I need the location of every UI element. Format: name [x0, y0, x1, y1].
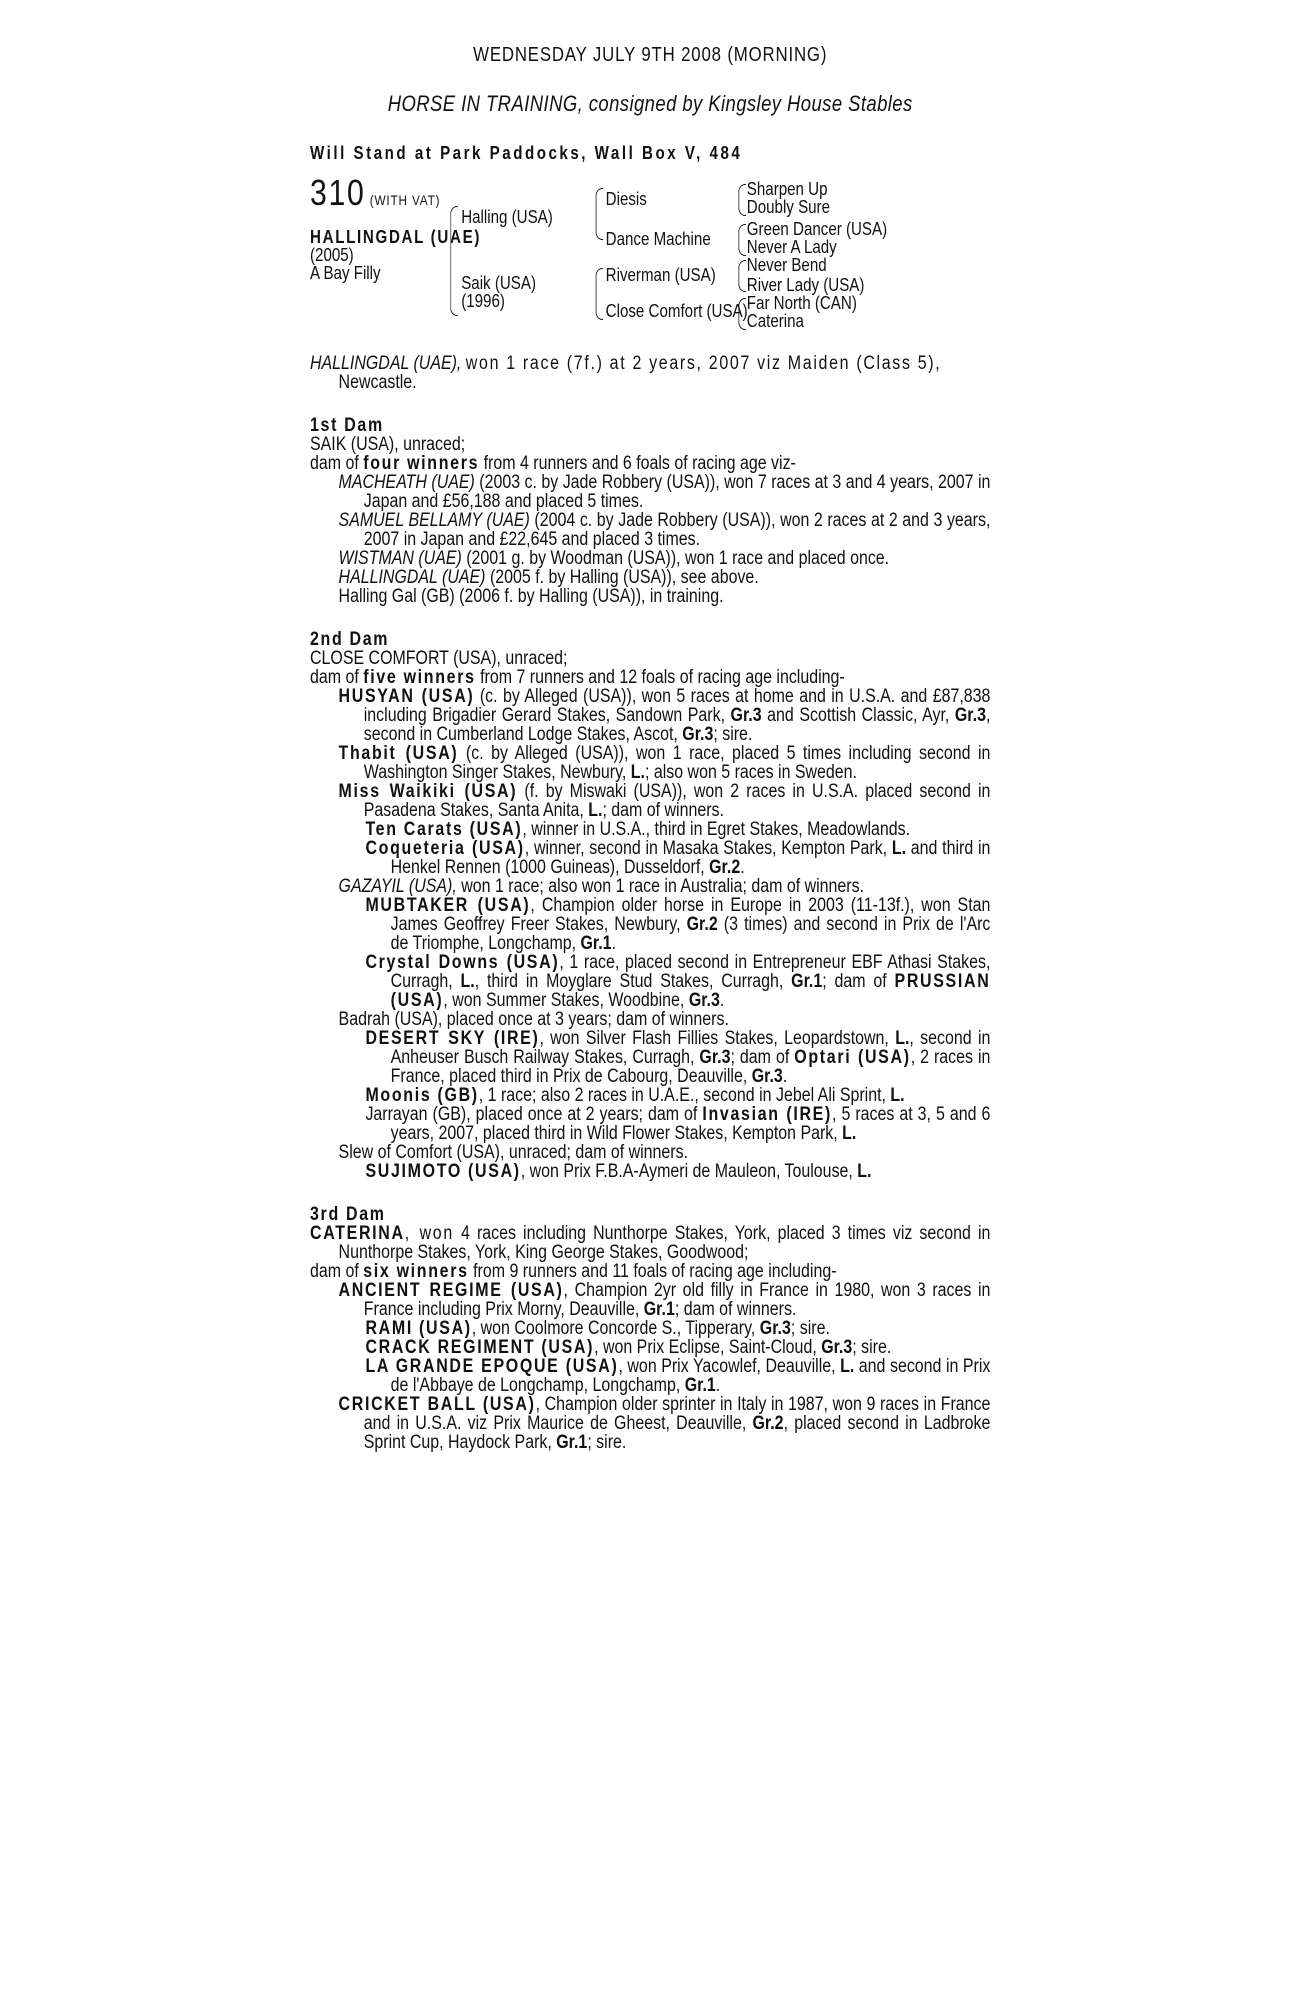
entry-crack-regiment: CRACK REGIMENT (USA), won Prix Eclipse, Saint-Cloud, Gr.3; sire. — [365, 1337, 892, 1358]
sire-dam: Dance Machine — [605, 229, 711, 249]
first-dam-produce-summary: dam of four winners from 4 runners and 6 foals of racing age viz- — [310, 453, 796, 474]
entry-ancient-regime: ANCIENT REGIME (USA), Champion 2yr old filly in France in 1980, won 3 races in France including Prix Morny, Deauville, Gr.1; dam of winners. — [338, 1280, 991, 1320]
horse-description: A Bay Filly — [310, 263, 381, 283]
sire-sire-sire: Sharpen Up — [746, 179, 828, 199]
brace-sd — [738, 224, 746, 256]
entry-mubtaker: MUBTAKER (USA), Champion older horse in Europe in 2003 (11-13f.), won Stan James Geoffrey Freer Stakes, Newbury, Gr.2 (3 times) and second in Prix de l'Arc de Triomphe, Longchamp, Gr.1. — [365, 895, 991, 954]
entry-rami: RAMI (USA), won Coolmore Concorde S., Tipperary, Gr.3; sire. — [365, 1318, 830, 1339]
entry-jarrayan: Jarrayan (GB), placed once at 2 years; dam of Invasian (IRE), 5 races at 3, 5 and 6 years, 2007, placed third in Wild Flower Stakes, Kempton Park, L. — [365, 1104, 991, 1144]
second-dam-produce-summary: dam of five winners from 7 runners and 12 foals of racing age including- — [310, 667, 845, 688]
dam-sire-sire: Never Bend — [746, 255, 827, 275]
entry-coqueteria: Coqueteria (USA), winner, second in Masaka Stakes, Kempton Park, L. and third in Henkel Rennen (1000 Guineas), Dusseldorf, Gr.2. — [365, 838, 991, 878]
horse-summary: HALLINGDAL (UAE), won 1 race (7f.) at 2 years, 2007 viz Maiden (Class 5), — [310, 353, 942, 374]
entry-husyan: HUSYAN (USA) (c. by Alleged (USA)), won 5 races at home and in U.S.A. and £87,838 including Brigadier Gerard Stakes, Sandown Park, Gr.3 and Scottish Classic, Ayr, Gr.3, second in Cumberland Lodge Stakes, Ascot, Gr.3; sire. — [338, 686, 991, 745]
first-dam-entry: HALLINGDAL (UAE) (2005 f. by Halling (USA)), see above. — [338, 567, 759, 588]
entry-crystal-downs: Crystal Downs (USA), 1 race, placed second in Entrepreneur EBF Athasi Stakes, Curragh, L., third in Moyglare Stud Stakes, Curragh, Gr.1; dam of PRUSSIAN (USA), won Summer Stakes, Woodbine, Gr.3. — [365, 952, 991, 1011]
dam-dam-dam: Caterina — [746, 311, 804, 331]
entry-miss-waikiki: Miss Waikiki (USA) (f. by Miswaki (USA)), won 2 races in U.S.A. placed second in Pasadena Stakes, Santa Anita, L.; dam of winners. — [338, 781, 991, 821]
dam-sire-dam: River Lady (USA) — [746, 275, 865, 295]
third-dam-heading: 3rd Dam — [310, 1204, 386, 1225]
dam-name: Saik (USA) — [461, 273, 536, 293]
first-dam-entry: WISTMAN (UAE) (2001 g. by Woodman (USA)), won 1 race and placed once. — [338, 548, 890, 569]
horse-summary-cont: Newcastle. — [338, 372, 417, 393]
sire-dam-sire: Green Dancer (USA) — [746, 219, 888, 239]
dam-year: (1996) — [461, 291, 505, 311]
entry-la-grande-epoque: LA GRANDE EPOQUE (USA), won Prix Yacowlef, Deauville, L. and second in Prix de l'Abbaye de Longchamp, Longchamp, Gr.1. — [365, 1356, 991, 1396]
dam-dam: Close Comfort (USA) — [605, 301, 748, 321]
brace-sire — [596, 188, 604, 240]
entry-slew-of-comfort: Slew of Comfort (USA), unraced; dam of winners. — [338, 1142, 689, 1163]
first-dam-line: SAIK (USA), unraced; — [310, 434, 466, 455]
entry-thabit: Thabit (USA) (c. by Alleged (USA)), won 1 race, placed 5 times including second in Washington Singer Stakes, Newbury, L.; also won 5 races in Sweden. — [338, 743, 991, 783]
second-dam-heading: 2nd Dam — [310, 629, 390, 650]
second-dam-line: CLOSE COMFORT (USA), unraced; — [310, 648, 568, 669]
catalogue-page — [310, 44, 991, 1453]
sire-sire-dam: Doubly Sure — [746, 197, 831, 217]
entry-ten-carats: Ten Carats (USA), winner in U.S.A., third in Egret Stakes, Meadowlands. — [365, 819, 911, 840]
dam-sire: Riverman (USA) — [605, 265, 716, 285]
brace-ds — [738, 260, 746, 292]
sire-name: Halling (USA) — [461, 207, 553, 227]
entry-sujimoto: SUJIMOTO (USA), won Prix F.B.A-Aymeri de Mauleon, Toulouse, L. — [365, 1161, 872, 1182]
lot-number-row — [310, 172, 441, 213]
pedigree-table — [310, 172, 990, 344]
sale-date-header: WEDNESDAY JULY 9TH 2008 (MORNING) — [473, 44, 828, 66]
consignment-line: HORSE IN TRAINING, consigned by Kingsley House Stables — [387, 91, 913, 116]
first-dam-entry: SAMUEL BELLAMY (UAE) (2004 c. by Jade Robbery (USA)), won 2 races at 2 and 3 years, 2007 in Japan and £22,645 and placed 3 times. — [338, 510, 991, 550]
brace-main — [450, 206, 458, 316]
brace-dam — [596, 268, 604, 320]
horse-year: (2005) — [310, 245, 354, 265]
lot-vat: (WITH VAT) — [369, 192, 441, 208]
sire-sire: Diesis — [605, 189, 647, 209]
third-dam-line: CATERINA, won 4 races including Nunthorpe Stakes, York, placed 3 times viz second in Nunthorpe Stakes, York, King George Stakes, Goodwood; — [310, 1223, 991, 1263]
horse-name: HALLINGDAL (UAE) — [310, 227, 482, 247]
brace-dd — [738, 298, 746, 330]
first-dam-entry: Halling Gal (GB) (2006 f. by Halling (USA)), in training. — [338, 586, 724, 607]
entry-badrah: Badrah (USA), placed once at 3 years; dam of winners. — [338, 1009, 729, 1030]
entry-gazayil: GAZAYIL (USA), won 1 race; also won 1 race in Australia; dam of winners. — [338, 876, 865, 897]
brace-ss — [738, 184, 746, 216]
lot-number: 310 — [310, 172, 366, 213]
entry-desert-sky: DESERT SKY (IRE), won Silver Flash Fillies Stakes, Leopardstown, L., second in Anheuser Busch Railway Stakes, Curragh, Gr.3; dam of Optari (USA), 2 races in France, placed third in Prix de Cabourg, Deauville, Gr.3. — [365, 1028, 991, 1087]
sire-dam-dam: Never A Lady — [746, 237, 837, 257]
first-dam-entry: MACHEATH (UAE) (2003 c. by Jade Robbery (USA)), won 7 races at 3 and 4 years, 2007 in Japan and £56,188 and placed 5 times. — [338, 472, 991, 512]
stand-location: Will Stand at Park Paddocks, Wall Box V, 484 — [310, 143, 743, 163]
dam-dam-sire: Far North (CAN) — [746, 293, 857, 313]
first-dam-heading: 1st Dam — [310, 415, 384, 436]
third-dam-produce-summary: dam of six winners from 9 runners and 11 foals of racing age including- — [310, 1261, 837, 1282]
entry-moonis: Moonis (GB), 1 race; also 2 races in U.A.E., second in Jebel Ali Sprint, L. — [365, 1085, 905, 1106]
entry-cricket-ball: CRICKET BALL (USA), Champion older sprinter in Italy in 1987, won 9 races in France and in U.S.A. viz Prix Maurice de Gheest, Deauville, Gr.2, placed second in Ladbroke Sprint Cup, Haydock Park, Gr.1; sire. — [338, 1394, 991, 1453]
